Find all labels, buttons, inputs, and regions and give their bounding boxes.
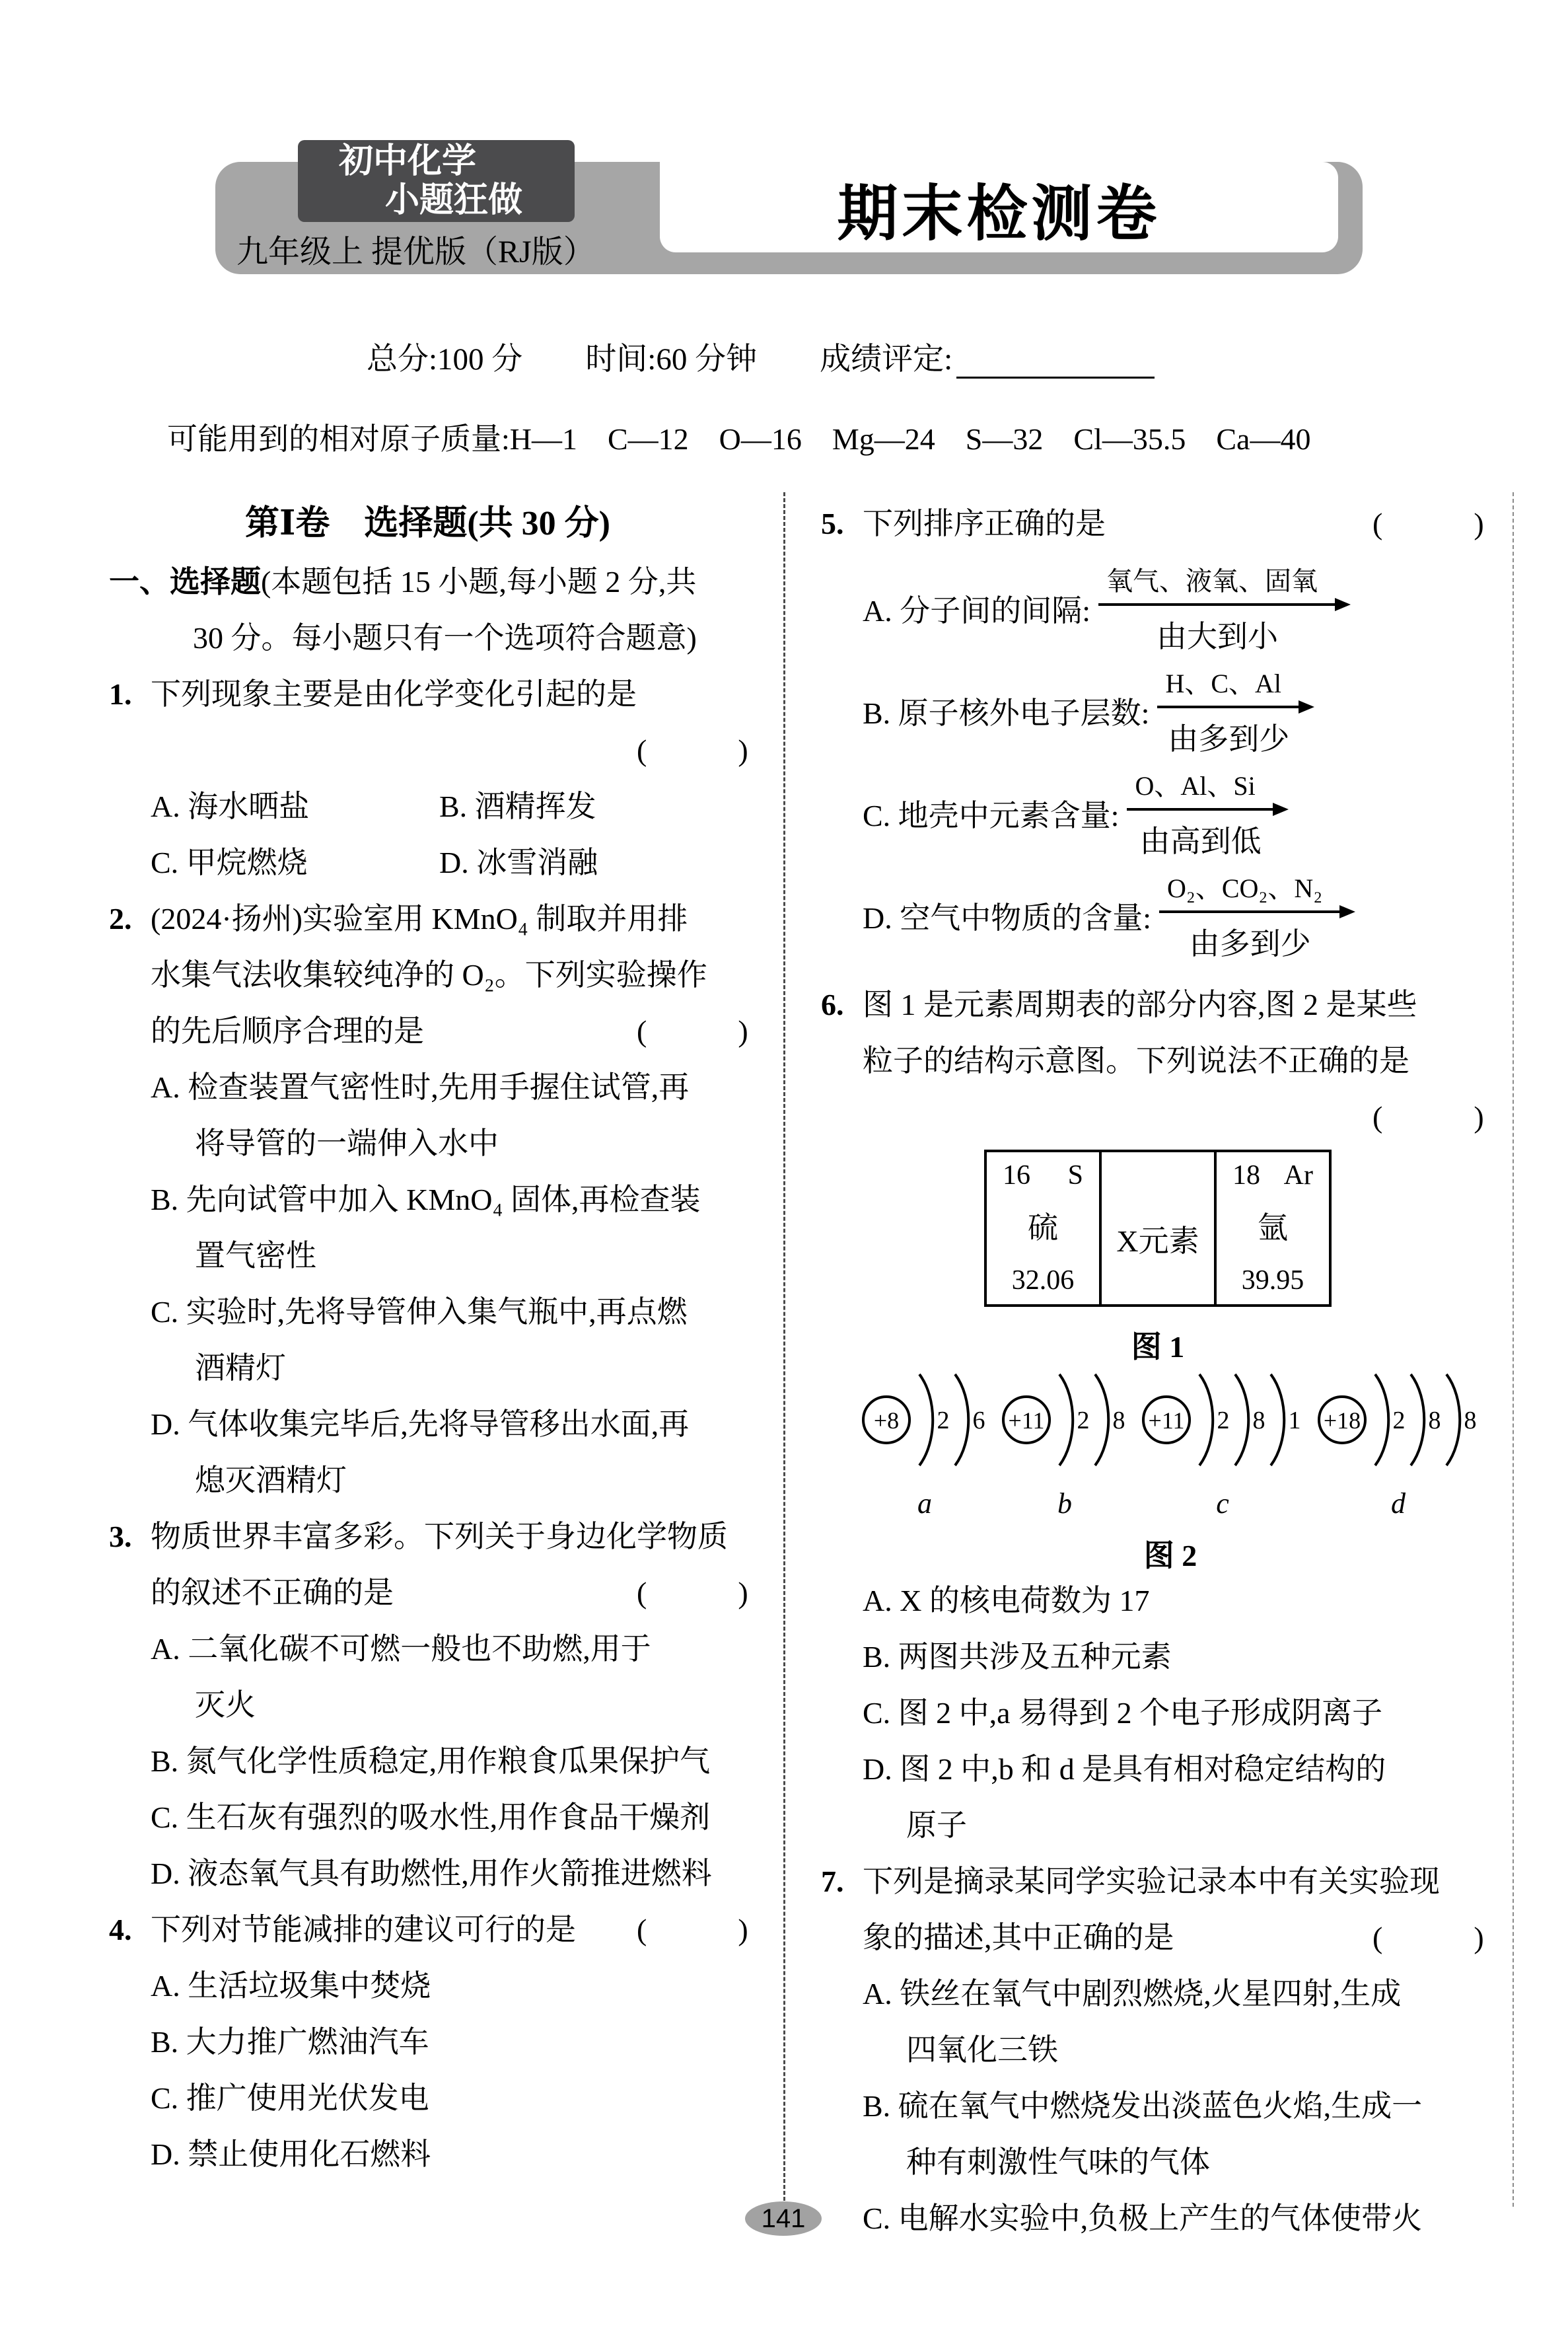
option-line [151, 786, 596, 827]
series-logo-badge [298, 140, 575, 222]
particle-label: b [1057, 1487, 1072, 1520]
shell-arc [1411, 1374, 1424, 1465]
shell-count: 8 [1112, 1407, 1125, 1434]
question-number: 3. [109, 1520, 132, 1553]
fraction-arrow [1098, 603, 1336, 606]
option-c-cont: 酒精灯 [195, 1351, 286, 1385]
atomic-mass-note: 可能用到的相对原子质量:H—1 C—12 O—16 Mg—24 S—32 Cl—35.5 Ca—40 [167, 422, 1311, 456]
fraction-top: O、Al、Si [1135, 771, 1256, 801]
option-a: A. 检查装置气密性时,先用手握住试管,再 [151, 1070, 690, 1104]
element-symbol: Ar [1283, 1160, 1313, 1191]
shell-count: 8 [1464, 1407, 1477, 1434]
shell-count: 2 [1392, 1407, 1406, 1434]
question-number: 7. [821, 1864, 844, 1898]
grade-field [820, 334, 1155, 379]
nucleus-charge: +11 [1148, 1407, 1185, 1434]
particle-label: a [917, 1487, 932, 1520]
question-stem-cont: 象的描述,其中正确的是 [863, 1921, 1174, 1954]
question-stem-cont: 粒子的结构示意图。下列说法不正确的是 [863, 1044, 1409, 1078]
question-stem: 4. 下列对节能减排的建议可行的是 [109, 1909, 576, 1950]
nucleus-charge: +8 [873, 1407, 900, 1434]
atomic-mass: 32.06 [1011, 1265, 1075, 1296]
total-score-label: 总分:100 分 [367, 342, 523, 377]
option-b-cont: 置气密性 [195, 1239, 316, 1273]
section-intro-rest: (本题包括 15 小题,每小题 2 分,共 [261, 565, 697, 599]
answer-paren: ( ) [637, 733, 748, 767]
option-d-cont: 原子 [906, 1808, 967, 1842]
option-label: A. 分子间的间隔: [863, 593, 1090, 628]
option-d: D. 图 2 中,b 和 d 是具有相对稳定结构的 [863, 1752, 1386, 1786]
section-intro-line1 [109, 562, 696, 603]
particle-label: d [1391, 1487, 1406, 1520]
answer-paren: ( ) [637, 1576, 748, 1609]
question-stem-cont: 的先后顺序合理的是 [151, 1014, 424, 1048]
option-a-cont: 灭火 [195, 1688, 256, 1722]
grade-label: 成绩评定: [820, 342, 953, 377]
question-stem: 2. (2024·扬州)实验室用 KMnO₄ 制取并用排 [109, 899, 688, 940]
option-a: A. X 的核电荷数为 17 [863, 1584, 1150, 1617]
question-stem: 6. 图 1 是元素周期表的部分内容,图 2 是某些 [821, 984, 1417, 1025]
option-c: C. 推广使用光伏发电 [151, 2081, 429, 2115]
atom-structure-icon [999, 1361, 1131, 1479]
atom-structure-icon [1139, 1361, 1306, 1479]
option-label: C. 地壳中元素含量: [863, 798, 1120, 832]
element-name: X元素 [1116, 1224, 1199, 1258]
right-margin-line [1513, 492, 1514, 2207]
fraction-arrow [1159, 910, 1341, 913]
option-a: A. 二氧化碳不可燃一般也不助燃,用于 [151, 1632, 651, 1666]
sort-fraction [1098, 560, 1336, 656]
option-d: D. 冰雪消融 [439, 846, 598, 879]
edition-label: 九年级上 提优版（RJ版） [236, 235, 595, 270]
shell-count: 6 [972, 1407, 985, 1434]
question-number: 1. [109, 677, 132, 711]
shell-count: 8 [1252, 1407, 1265, 1434]
option-b-fraction [863, 663, 1300, 758]
question-stem-cont: 的叙述不正确的是 [151, 1576, 394, 1609]
fraction-top: O₂、CO₂、N₂ [1167, 873, 1323, 903]
shell-arc [1095, 1374, 1108, 1465]
figure1-caption: 图 1 [1131, 1330, 1185, 1364]
particle-a [859, 1361, 991, 1520]
section-intro-bold: 一、选择题 [109, 565, 261, 599]
table-cell-x [1099, 1150, 1217, 1307]
question-stem-cont: 水集气法收集较纯净的 O₂。下列实验操作 [151, 958, 707, 992]
question-stem: 7. 下列是摘录某同学实验记录本中有关实验现 [821, 1861, 1440, 1902]
shell-count: 8 [1428, 1407, 1441, 1434]
shell-count: 2 [1217, 1407, 1230, 1434]
table-cell-argon [1214, 1150, 1332, 1307]
answer-paren: ( ) [1372, 1100, 1484, 1134]
option-c: C. 图 2 中,a 易得到 2 个电子形成阴离子 [863, 1696, 1383, 1730]
option-label: B. 原子核外电子层数: [863, 696, 1150, 730]
page-title: 期末检测卷 [837, 180, 1161, 248]
atom-structure-icon [859, 1361, 991, 1479]
grade-blank-line [956, 344, 1155, 379]
option-b-cont: 种有刺激性气味的气体 [906, 2145, 1210, 2179]
particle-diagram-row [859, 1361, 1482, 1520]
logo-line1: 初中化学 [339, 142, 477, 180]
question-number: 4. [109, 1913, 132, 1946]
particle-label: c [1216, 1487, 1229, 1520]
option-d-fraction [863, 867, 1341, 963]
option-b: B. 先向试管中加入 KMnO₄ 固体,再检查装 [151, 1183, 701, 1216]
fraction-arrow [1127, 808, 1273, 811]
answer-paren: ( ) [637, 1913, 748, 1946]
fraction-bottom: 由高到低 [1139, 825, 1262, 858]
shell-arc [1375, 1374, 1388, 1465]
table-cell-sulfur [984, 1150, 1102, 1307]
fraction-arrow [1157, 706, 1300, 708]
option-a-cont: 四氧化三铁 [906, 2033, 1058, 2067]
answer-paren: ( ) [1372, 1921, 1484, 1954]
logo-line2: 小题狂做 [385, 181, 523, 219]
particle-d [1314, 1361, 1482, 1520]
question-number: 6. [821, 988, 844, 1021]
option-label: D. 空气中物质的含量: [863, 901, 1151, 935]
fraction-bottom: 由多到少 [1168, 722, 1290, 756]
shell-arc [919, 1374, 933, 1465]
atom-structure-icon [1314, 1361, 1482, 1479]
option-d: D. 气体收集完毕后,先将导管移出水面,再 [151, 1407, 690, 1441]
fraction-bottom: 由多到少 [1189, 927, 1311, 961]
shell-arc [1059, 1374, 1073, 1465]
question-stem: 1. 下列现象主要是由化学变化引起的是 [109, 674, 637, 715]
sort-fraction [1159, 867, 1341, 963]
answer-paren: ( ) [637, 1014, 748, 1048]
answer-paren: ( ) [1372, 507, 1484, 540]
option-c: C. 生石灰有强烈的吸水性,用作食品干燥剂 [151, 1800, 711, 1834]
option-d: D. 禁止使用化石燃料 [151, 2137, 431, 2171]
option-a-cont: 将导管的一端伸入水中 [195, 1126, 499, 1160]
option-c-fraction [863, 765, 1274, 861]
shell-count: 2 [1077, 1407, 1090, 1434]
particle-b [999, 1361, 1131, 1520]
column-divider [783, 492, 785, 2207]
option-b: B. 两图共涉及五种元素 [863, 1640, 1172, 1674]
option-c: C. 甲烷燃烧 [151, 846, 308, 879]
sort-fraction [1157, 663, 1300, 758]
atomic-mass: 39.95 [1241, 1265, 1304, 1296]
shell-count: 1 [1288, 1407, 1301, 1434]
option-d-cont: 熄灭酒精灯 [195, 1463, 347, 1497]
atomic-number: 18 [1232, 1160, 1260, 1191]
element-name: 硫 [1028, 1211, 1058, 1245]
option-a-fraction [863, 560, 1336, 656]
figure2-caption: 图 2 [1143, 1539, 1197, 1572]
nucleus-charge: +11 [1008, 1407, 1045, 1434]
nucleus-charge: +18 [1323, 1407, 1361, 1434]
option-line [151, 842, 598, 883]
shell-arc [955, 1374, 968, 1465]
atomic-number: 16 [1003, 1160, 1030, 1191]
shell-arc [1271, 1374, 1284, 1465]
shell-count: 2 [937, 1407, 950, 1434]
option-b: B. 硫在氧气中燃烧发出淡蓝色火焰,生成一 [863, 2089, 1423, 2123]
option-c: C. 电解水实验中,负极上产生的气体使带火 [863, 2201, 1423, 2235]
section-intro-line2: 30 分。每小题只有一个选项符合题意) [193, 621, 697, 655]
fraction-bottom: 由大到小 [1157, 620, 1278, 653]
option-c: C. 实验时,先将导管伸入集气瓶中,再点燃 [151, 1295, 688, 1329]
question-number: 5. [821, 507, 844, 540]
element-name: 氩 [1258, 1211, 1288, 1245]
time-label: 时间:60 分钟 [585, 342, 758, 377]
question-stem: 3. 物质世界丰富多彩。下列关于身边化学物质 [109, 1516, 728, 1557]
fraction-top: 氧气、液氧、固氧 [1106, 566, 1318, 596]
shell-arc [1235, 1374, 1248, 1465]
element-symbol: S [1067, 1160, 1083, 1191]
question-number: 2. [109, 902, 132, 936]
option-b: B. 酒精挥发 [439, 790, 596, 823]
page-number-badge: 141 [745, 2201, 822, 2236]
section-title: 第Ⅰ卷 选择题(共 30 分) [245, 505, 610, 542]
option-b: B. 氮气化学性质稳定,用作粮食瓜果保护气 [151, 1744, 711, 1778]
question-stem: 5. 下列排序正确的是 [821, 503, 1106, 544]
option-a: A. 生活垃圾集中焚烧 [151, 1969, 431, 2003]
periodic-table-figure [984, 1150, 1332, 1307]
sort-fraction [1127, 765, 1273, 861]
option-a: A. 铁丝在氧气中剧烈燃烧,火星四射,生成 [863, 1977, 1402, 2011]
option-b: B. 大力推广燃油汽车 [151, 2025, 429, 2059]
particle-c [1139, 1361, 1306, 1520]
shell-arc [1446, 1374, 1460, 1465]
info-bar [367, 334, 1155, 379]
shell-arc [1199, 1374, 1213, 1465]
fraction-top: H、C、Al [1165, 669, 1282, 698]
option-d: D. 液态氧气具有助燃性,用作火箭推进燃料 [151, 1857, 712, 1890]
option-a: A. 海水晒盐 [151, 790, 310, 823]
